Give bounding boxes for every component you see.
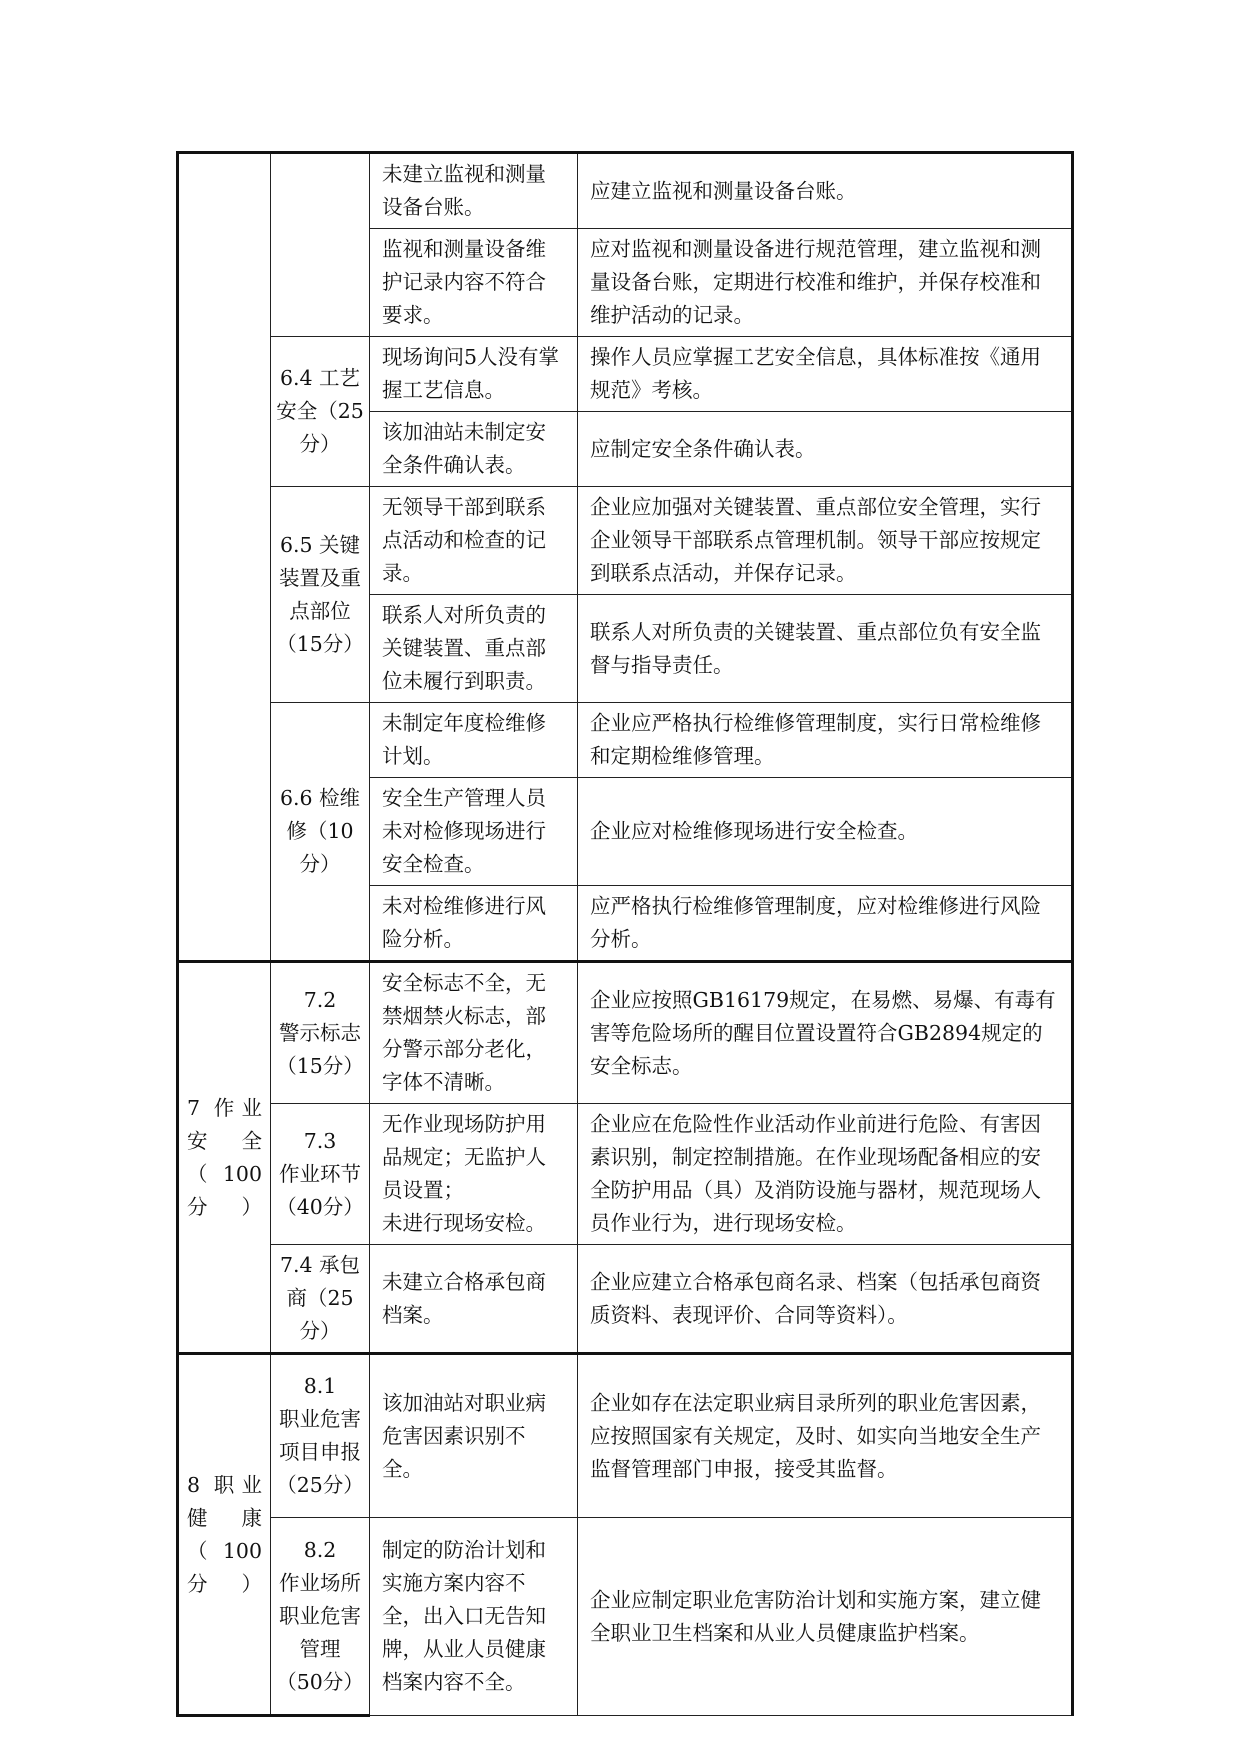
- issue-cell: 安全标志不全，无禁烟禁火标志，部分警示部分老化，字体不清晰。: [370, 962, 578, 1104]
- section-8-1: 8.1 职业危害项目申报 （25分）: [271, 1354, 370, 1518]
- section-6-6: 6.6 检维修（10分）: [271, 703, 370, 962]
- issue-cell: 无作业现场防护用品规定；无监护人员设置； 未进行现场安检。: [370, 1104, 578, 1245]
- category-7: 7 作业安全（100分）: [178, 962, 271, 1354]
- requirement-cell: 企业应制定职业危害防治计划和实施方案，建立健全职业卫生档案和从业人员健康监护档案。: [578, 1518, 1073, 1716]
- issue-cell: 现场询问5人没有掌握工艺信息。: [370, 337, 578, 412]
- section-7-4: 7.4 承包商（25分）: [271, 1245, 370, 1354]
- requirement-cell: 联系人对所负责的关键装置、重点部位负有安全监督与指导责任。: [578, 595, 1073, 703]
- issue-cell: 制定的防治计划和实施方案内容不全，出入口无告知牌，从业人员健康档案内容不全。: [370, 1518, 578, 1716]
- requirement-cell: 企业应在危险性作业活动作业前进行危险、有害因素识别，制定控制措施。在作业现场配备相应的安全防护用品（具）及消防设施与器材，规范现场人员作业行为，进行现场安检。: [578, 1104, 1073, 1245]
- section-6-4: 6.4 工艺安全（25分）: [271, 337, 370, 487]
- requirement-cell: 应严格执行检维修管理制度，应对检维修进行风险分析。: [578, 886, 1073, 962]
- issue-cell: 该加油站对职业病危害因素识别不全。: [370, 1354, 578, 1518]
- section-6-5: 6.5 关键装置及重点部位 （15分）: [271, 487, 370, 703]
- issue-cell: 未对检维修进行风险分析。: [370, 886, 578, 962]
- issue-cell: 联系人对所负责的关键装置、重点部位未履行到职责。: [370, 595, 578, 703]
- requirement-cell: 应对监视和测量设备进行规范管理，建立监视和测量设备台账，定期进行校准和维护，并保存校准和维护活动的记录。: [578, 229, 1073, 337]
- category-cell-6: [178, 153, 271, 962]
- issue-cell: 未建立监视和测量设备台账。: [370, 153, 578, 229]
- section-8-2: 8.2 作业场所职业危害管理 （50分）: [271, 1518, 370, 1716]
- issue-cell: 监视和测量设备维护记录内容不符合要求。: [370, 229, 578, 337]
- issue-cell: 未建立合格承包商档案。: [370, 1245, 578, 1354]
- assessment-table: [176, 151, 1074, 1717]
- requirement-cell: 应建立监视和测量设备台账。: [578, 153, 1073, 229]
- requirement-cell: 企业应按照GB16179规定，在易燃、易爆、有毒有害等危险场所的醒目位置设置符合GB2894规定的安全标志。: [578, 962, 1073, 1104]
- section-7-3: 7.3 作业环节 （40分）: [271, 1104, 370, 1245]
- issue-cell: 安全生产管理人员未对检修现场进行安全检查。: [370, 778, 578, 886]
- requirement-cell: 企业应加强对关键装置、重点部位安全管理，实行企业领导干部联系点管理机制。领导干部应按规定到联系点活动，并保存记录。: [578, 487, 1073, 595]
- issue-cell: 无领导干部到联系点活动和检查的记录。: [370, 487, 578, 595]
- issue-cell: 该加油站未制定安全条件确认表。: [370, 412, 578, 487]
- requirement-cell: 应制定安全条件确认表。: [578, 412, 1073, 487]
- requirement-cell: 企业应严格执行检维修管理制度，实行日常检维修和定期检维修管理。: [578, 703, 1073, 778]
- section-7-2: 7.2 警示标志（15分）: [271, 962, 370, 1104]
- requirement-cell: 操作人员应掌握工艺安全信息，具体标准按《通用规范》考核。: [578, 337, 1073, 412]
- category-8: 8 职业健康（100分）: [178, 1354, 271, 1716]
- section-cell-blank: [271, 153, 370, 337]
- requirement-cell: 企业应建立合格承包商名录、档案（包括承包商资质资料、表现评价、合同等资料）。: [578, 1245, 1073, 1354]
- issue-cell: 未制定年度检维修计划。: [370, 703, 578, 778]
- requirement-cell: 企业如存在法定职业病目录所列的职业危害因素，应按照国家有关规定，及时、如实向当地安全生产监督管理部门申报，接受其监督。: [578, 1354, 1073, 1518]
- requirement-cell: 企业应对检维修现场进行安全检查。: [578, 778, 1073, 886]
